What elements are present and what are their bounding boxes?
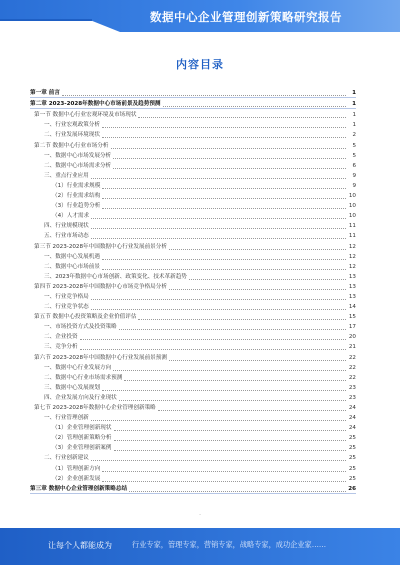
- toc-entry[interactable]: [30, 160, 356, 170]
- toc-entry-title: 五、行业市场动态: [44, 233, 89, 240]
- toc-leader-dots: [102, 127, 346, 128]
- toc-leader-dots: [113, 158, 346, 159]
- toc-leader-dots: [91, 178, 346, 179]
- toc-entry[interactable]: [30, 98, 356, 109]
- toc-entry[interactable]: [30, 442, 356, 452]
- page-header: [0, 0, 400, 36]
- toc-entry-title: 第六节 2023-2028年中国数据中心行业发展前景预测: [34, 354, 167, 361]
- toc-entry-page: 14: [348, 304, 356, 311]
- toc-entry-page: 12: [348, 253, 356, 260]
- toc-entry-title: 第五节 数据中心投资策略及企业价值评估: [34, 314, 137, 321]
- toc-entry[interactable]: [30, 109, 356, 119]
- toc-entry-title: 第一章 前言: [30, 90, 60, 97]
- toc-entry-page: 23: [348, 394, 356, 401]
- toc-entry-title: 第七节 2023-2028年数据中心企业管理创新策略: [34, 405, 156, 411]
- toc-entry[interactable]: [30, 291, 356, 301]
- toc-entry[interactable]: [30, 452, 356, 462]
- toc-entry-title: 一、行业宏观政策分析: [44, 122, 100, 129]
- toc-entry-title: 第二节 数据中心行业市场分析: [34, 142, 109, 149]
- toc-entry-page: 22: [348, 374, 356, 381]
- toc-entry-page: 15: [348, 314, 356, 321]
- toc-entry[interactable]: [30, 170, 356, 180]
- toc-entry[interactable]: [30, 311, 356, 321]
- toc-entry-page: 9: [352, 182, 356, 189]
- toc-entry[interactable]: [30, 331, 356, 341]
- toc-entry[interactable]: [30, 321, 356, 331]
- toc-entry-page: 24: [348, 415, 356, 422]
- toc-entry[interactable]: [30, 261, 356, 271]
- toc-entry-title: 第一节 数据中心行业宏观环境及市场现状: [34, 112, 137, 119]
- toc-entry-page: 12: [348, 243, 356, 250]
- toc-entry[interactable]: [30, 230, 356, 240]
- toc-entry-title: （1）管理创新方向: [52, 465, 101, 472]
- toc-leader-dots: [138, 117, 346, 118]
- toc-entry[interactable]: [30, 362, 356, 372]
- toc-entry-title: 四、企业发展方向及行业现状: [44, 394, 117, 401]
- toc-leader-dots: [113, 370, 346, 371]
- toc-entry-page: 9: [352, 172, 356, 179]
- toc-entry-title: 二、行业竞争状态: [44, 304, 89, 311]
- footer-slogan: 让每个人都能成为: [48, 541, 112, 550]
- toc-leader-dots: [80, 349, 346, 350]
- toc-entry-page: 13: [348, 273, 356, 280]
- toc-entry-title: （3）行业趋势分析: [52, 203, 101, 210]
- toc-leader-dots: [102, 208, 346, 209]
- toc-leader-dots: [102, 481, 346, 482]
- toc-entry-page: 20: [348, 334, 356, 341]
- toc-entry[interactable]: [30, 251, 356, 261]
- toc-leader-dots: [80, 339, 346, 340]
- toc-entry-title: （2）企业创新发展: [52, 475, 101, 482]
- toc-leader-dots: [119, 400, 346, 401]
- toc-leader-dots: [111, 148, 347, 149]
- toc-entry-title: 第三章 数据中心企业管理创新策略总结: [30, 485, 128, 492]
- toc-entry-page: 13: [348, 293, 356, 300]
- toc-entry[interactable]: [30, 139, 356, 149]
- toc-entry[interactable]: [30, 301, 356, 311]
- toc-leader-dots: [163, 106, 346, 107]
- toc-entry-page: 11: [348, 223, 356, 230]
- toc-entry-page: 5: [352, 152, 356, 159]
- toc-entry-title: 三、竞争分析: [44, 344, 78, 351]
- toc-entry-page: 17: [348, 324, 356, 331]
- toc-leader-dots: [113, 168, 346, 169]
- toc-entry-title: 三、重点行业应用: [44, 172, 89, 179]
- toc-entry[interactable]: [30, 392, 356, 402]
- toc-entry-page: 11: [348, 233, 356, 240]
- toc-entry-page: 23: [348, 384, 356, 391]
- toc-leader-dots: [102, 137, 346, 138]
- toc-heading: 内容目录: [176, 58, 224, 71]
- toc-entry-page: 10: [348, 203, 356, 210]
- toc-entry-title: （2）行业需求结构: [52, 193, 101, 200]
- toc-leader-dots: [138, 319, 346, 320]
- toc-entry[interactable]: [30, 412, 356, 422]
- toc-leader-dots: [124, 380, 346, 381]
- toc-entry-title: 一、数据中心市场发展分析: [44, 152, 112, 159]
- toc-entry[interactable]: [30, 220, 356, 230]
- toc-leader-dots: [169, 289, 346, 290]
- toc-leader-dots: [102, 471, 346, 472]
- toc-leader-dots: [102, 198, 346, 199]
- toc-entry-title: 一、行业管理创新: [44, 415, 89, 422]
- toc-entry-title: 一、行业竞争格局: [44, 293, 89, 300]
- toc-leader-dots: [158, 410, 346, 411]
- toc-entry[interactable]: [30, 210, 356, 220]
- toc-entry[interactable]: [30, 422, 356, 432]
- toc-entry-page: 13: [348, 283, 356, 290]
- toc-entry-page: 24: [348, 405, 356, 411]
- toc-leader-dots: [102, 259, 346, 260]
- toc-entry-page: 10: [348, 213, 356, 220]
- toc-entry[interactable]: [30, 200, 356, 210]
- toc-entry[interactable]: [30, 432, 356, 442]
- toc-entry-page: 25: [348, 475, 356, 482]
- toc-leader-dots: [91, 460, 346, 461]
- toc-entry-title: 一、数据中心发展机遇: [44, 253, 100, 260]
- table-of-contents: [30, 87, 356, 494]
- toc-entry-page: 1: [352, 112, 356, 119]
- toc-leader-dots: [189, 279, 346, 280]
- toc-entry-page: 22: [348, 364, 356, 371]
- toc-leader-dots: [91, 228, 346, 229]
- toc-leader-dots: [91, 420, 346, 421]
- toc-entry[interactable]: [30, 382, 356, 392]
- toc-entry-title: （3）企业管理创新案例: [52, 445, 112, 452]
- toc-entry-title: 第三节 2023-2028年中国数据中心行业发展前景分析: [34, 243, 167, 250]
- toc-entry[interactable]: [30, 473, 356, 483]
- toc-entry-title: 第二章 2023-2028年数据中心市场前景及趋势预测: [30, 101, 161, 108]
- toc-entry[interactable]: [30, 402, 356, 412]
- toc-leader-dots: [91, 299, 346, 300]
- toc-leader-dots: [91, 218, 346, 219]
- toc-leader-dots: [102, 390, 346, 391]
- toc-entry-page: 25: [348, 465, 356, 472]
- toc-entry-page: 1: [352, 122, 356, 129]
- toc-leader-dots: [62, 95, 346, 96]
- toc-entry[interactable]: [30, 341, 356, 351]
- toc-leader-dots: [91, 238, 346, 239]
- toc-leader-dots: [102, 269, 346, 270]
- toc-entry-page: 21: [348, 344, 356, 351]
- toc-entry-title: （1）行业需求规模: [52, 182, 101, 189]
- toc-entry-page: 6: [352, 162, 356, 169]
- toc-leader-dots: [91, 309, 346, 310]
- toc-entry-page: 12: [348, 263, 356, 270]
- toc-leader-dots: [169, 360, 346, 361]
- toc-entry-title: 三、数据中心发展规划: [44, 384, 100, 391]
- toc-entry-title: 二、企业投资: [44, 334, 78, 341]
- toc-entry-title: 第四节 2023-2028年中国数据中心市场竞争格局分析: [34, 283, 167, 290]
- toc-entry[interactable]: [30, 119, 356, 129]
- toc-leader-dots: [114, 430, 347, 431]
- toc-entry[interactable]: [30, 87, 356, 98]
- toc-entry-page: 25: [348, 435, 356, 442]
- toc-entry-page: 25: [348, 455, 356, 462]
- toc-entry-title: 一、数据中心行业发展方向: [44, 364, 112, 371]
- toc-entry-title: 一、市场投资方式及投资策略: [44, 324, 117, 331]
- toc-entry-title: 三、2023年数据中心市场创新、政策变化、技术革新趋势: [44, 273, 187, 280]
- toc-leader-dots: [129, 491, 346, 492]
- toc-entry-page: 26: [348, 485, 356, 492]
- toc-entry-page: 24: [348, 425, 356, 432]
- toc-entry[interactable]: [30, 281, 356, 291]
- header-decoration-line: [0, 19, 92, 21]
- toc-entry[interactable]: [30, 351, 356, 361]
- toc-entry-title: 二、行业发展环境现状: [44, 132, 100, 139]
- toc-entry-page: 1: [352, 101, 356, 108]
- toc-leader-dots: [114, 440, 347, 441]
- toc-entry[interactable]: [30, 462, 356, 472]
- toc-leader-dots: [114, 450, 347, 451]
- toc-leader-dots: [119, 329, 346, 330]
- toc-entry-title: （1）企业管理创新现状: [52, 425, 112, 432]
- toc-entry-title: 二、数据中心市场需求分析: [44, 162, 112, 169]
- toc-entry[interactable]: [30, 240, 356, 250]
- toc-entry-title: 二、数据中心市场前景: [44, 263, 100, 270]
- toc-entry-title: （4）人才需求: [52, 213, 90, 220]
- toc-entry-title: 二、数据中心行业市场需求预测: [44, 374, 123, 381]
- toc-entry[interactable]: [30, 150, 356, 160]
- report-title: 数据中心企业管理创新策略研究报告: [150, 10, 342, 24]
- toc-entry[interactable]: [30, 180, 356, 190]
- footer-roles: 行业专家，管理专家，营销专家，战略专家，成功企业家……: [132, 540, 327, 549]
- page-marker: ·: [199, 512, 201, 518]
- toc-entry[interactable]: [30, 483, 356, 494]
- toc-entry-page: 1: [352, 90, 356, 97]
- toc-entry-page: 25: [348, 445, 356, 452]
- toc-entry-title: 四、行业规模现状: [44, 223, 89, 230]
- toc-entry-title: （2）管理创新策略分析: [52, 435, 112, 442]
- toc-entry-title: 二、行业创新建议: [44, 455, 89, 462]
- toc-entry[interactable]: [30, 129, 356, 139]
- toc-entry[interactable]: [30, 271, 356, 281]
- toc-entry[interactable]: [30, 190, 356, 200]
- toc-entry-page: 10: [348, 193, 356, 200]
- toc-entry-page: 2: [352, 132, 356, 139]
- toc-leader-dots: [169, 249, 346, 250]
- toc-entry[interactable]: [30, 372, 356, 382]
- page-footer: [0, 528, 400, 565]
- toc-entry-page: 5: [352, 142, 356, 149]
- toc-entry-page: 22: [348, 354, 356, 361]
- toc-leader-dots: [102, 188, 346, 189]
